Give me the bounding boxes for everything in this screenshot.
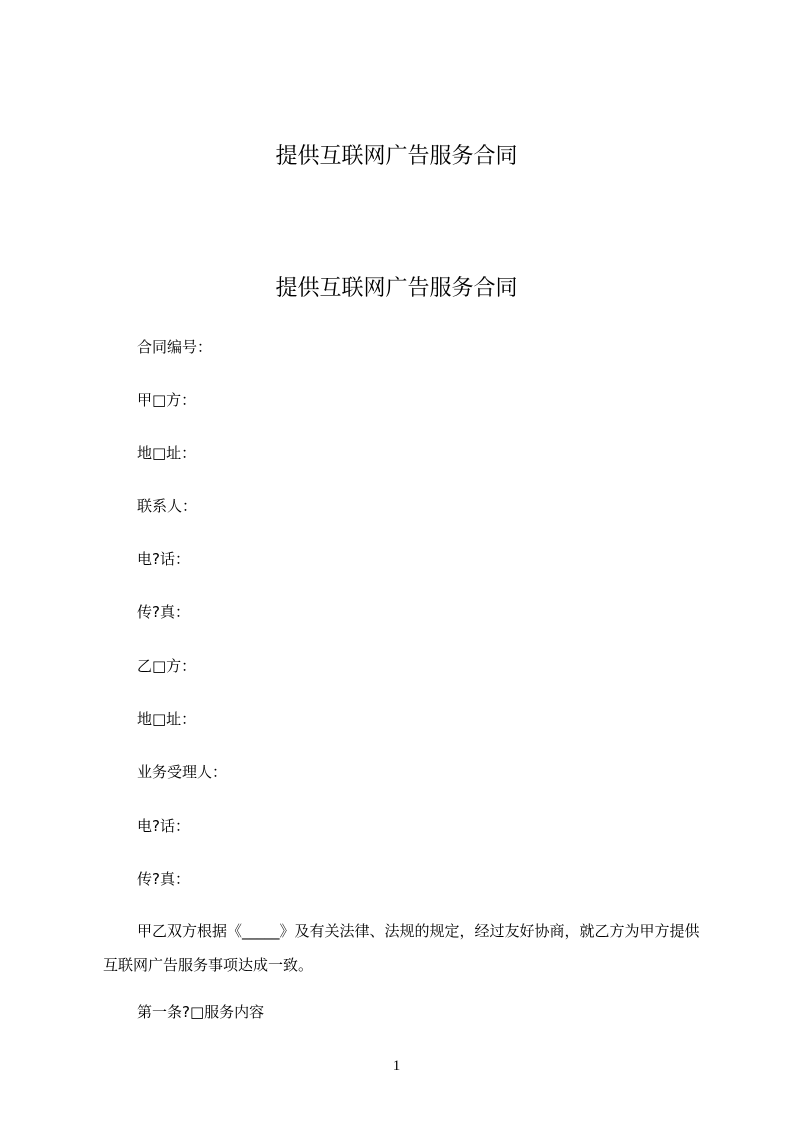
preamble-paragraph: 甲乙双方根据《_____》及有关法律、法规的规定，经过友好协商，就乙方为甲方提供互联网广告服务事项达成一致。	[103, 922, 700, 974]
field-party-b-address: 地□址：	[137, 710, 197, 728]
field-party-a: 甲□方：	[137, 391, 197, 409]
field-party-a-phone: 电?话：	[137, 550, 190, 568]
document-title: 提供互联网广告服务合同	[275, 276, 518, 301]
field-contract-no: 合同编号：	[137, 338, 213, 356]
field-party-b: 乙□方：	[137, 657, 197, 675]
field-party-b-phone: 电?话：	[137, 817, 190, 835]
field-party-b-fax: 传?真：	[137, 870, 190, 888]
field-party-b-agent: 业务受理人：	[137, 763, 228, 781]
field-party-a-contact: 联系人：	[137, 497, 198, 515]
field-party-a-address: 地□址：	[137, 444, 197, 462]
field-party-a-fax: 传?真：	[137, 603, 190, 621]
header-title: 提供互联网广告服务合同	[275, 144, 518, 169]
section-1-heading: 第一条?□服务内容	[137, 1003, 265, 1021]
page-number: 1	[392, 1058, 401, 1074]
